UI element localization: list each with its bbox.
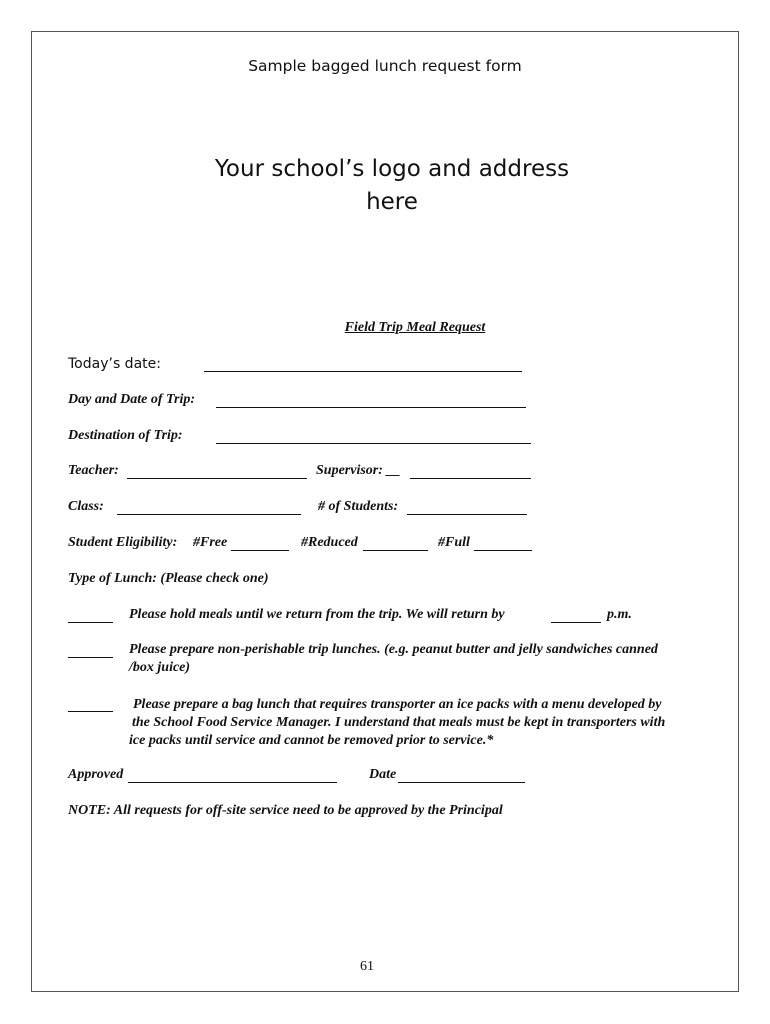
option-2-text [129, 642, 658, 676]
logo-placeholder-line1: Your school’s logo and address [214, 156, 570, 182]
eligibility-reduced-label: #Reduced [301, 535, 358, 550]
page-number: 61 [360, 959, 374, 974]
todays-date-field[interactable] [204, 371, 522, 372]
supervisor-label: Supervisor: __ [316, 463, 401, 478]
approved-label: Approved [68, 767, 124, 782]
supervisor-field[interactable] [410, 478, 531, 479]
date-label: Date [369, 767, 397, 782]
todays-date-label: Today’s date: [68, 356, 161, 372]
num-students-label: # of Students: [318, 499, 399, 514]
eligibility-full-label: #Full [438, 535, 470, 550]
option-3-check-field[interactable] [68, 711, 113, 712]
day-date-label: Day and Date of Trip: [68, 392, 196, 407]
teacher-label: Teacher: [68, 463, 119, 478]
option-2-line1: Please prepare non-perishable trip lunches. (e.g. peanut butter and jelly sandwiches canned [129, 642, 658, 657]
option-1-text: Please hold meals until we return from the trip. We will return by [129, 607, 505, 622]
eligibility-reduced-field[interactable] [363, 550, 428, 551]
option-3-text [129, 696, 665, 750]
type-of-lunch-label: Type of Lunch: (Please check one) [68, 571, 269, 586]
destination-label: Destination of Trip: [68, 428, 183, 443]
option-1-check-field[interactable] [68, 622, 113, 623]
approved-field[interactable] [128, 782, 337, 783]
option-3-line3: ice packs until service and cannot be removed prior to service.* [129, 733, 494, 748]
date-field[interactable] [398, 782, 525, 783]
num-students-field[interactable] [407, 514, 527, 515]
form-title: Field Trip Meal Request [344, 320, 486, 335]
day-date-field[interactable] [216, 407, 526, 408]
eligibility-label: Student Eligibility: [68, 535, 178, 550]
option-3-line2: the School Food Service Manager. I understand that meals must be kept in transporters with [132, 715, 666, 730]
approval-note: NOTE: All requests for off-site service need to be approved by the Principal [68, 803, 503, 818]
teacher-field[interactable] [127, 478, 307, 479]
logo-placeholder [0, 153, 770, 219]
option-1-return-time-field[interactable] [551, 622, 601, 623]
eligibility-free-label: #Free [193, 535, 228, 550]
logo-placeholder-line2: here [366, 189, 418, 215]
eligibility-full-field[interactable] [474, 550, 532, 551]
class-field[interactable] [117, 514, 301, 515]
option-3-line1: Please prepare a bag lunch that requires transporter an ice packs with a menu developed by [133, 697, 662, 712]
destination-field[interactable] [216, 443, 531, 444]
option-2-check-field[interactable] [68, 657, 113, 658]
option-1-pm-label: p.m. [607, 607, 632, 622]
page-header-title: Sample bagged lunch request form [248, 57, 522, 75]
option-2-line2: /box juice) [129, 660, 191, 675]
eligibility-free-field[interactable] [231, 550, 289, 551]
class-label: Class: [68, 499, 104, 514]
